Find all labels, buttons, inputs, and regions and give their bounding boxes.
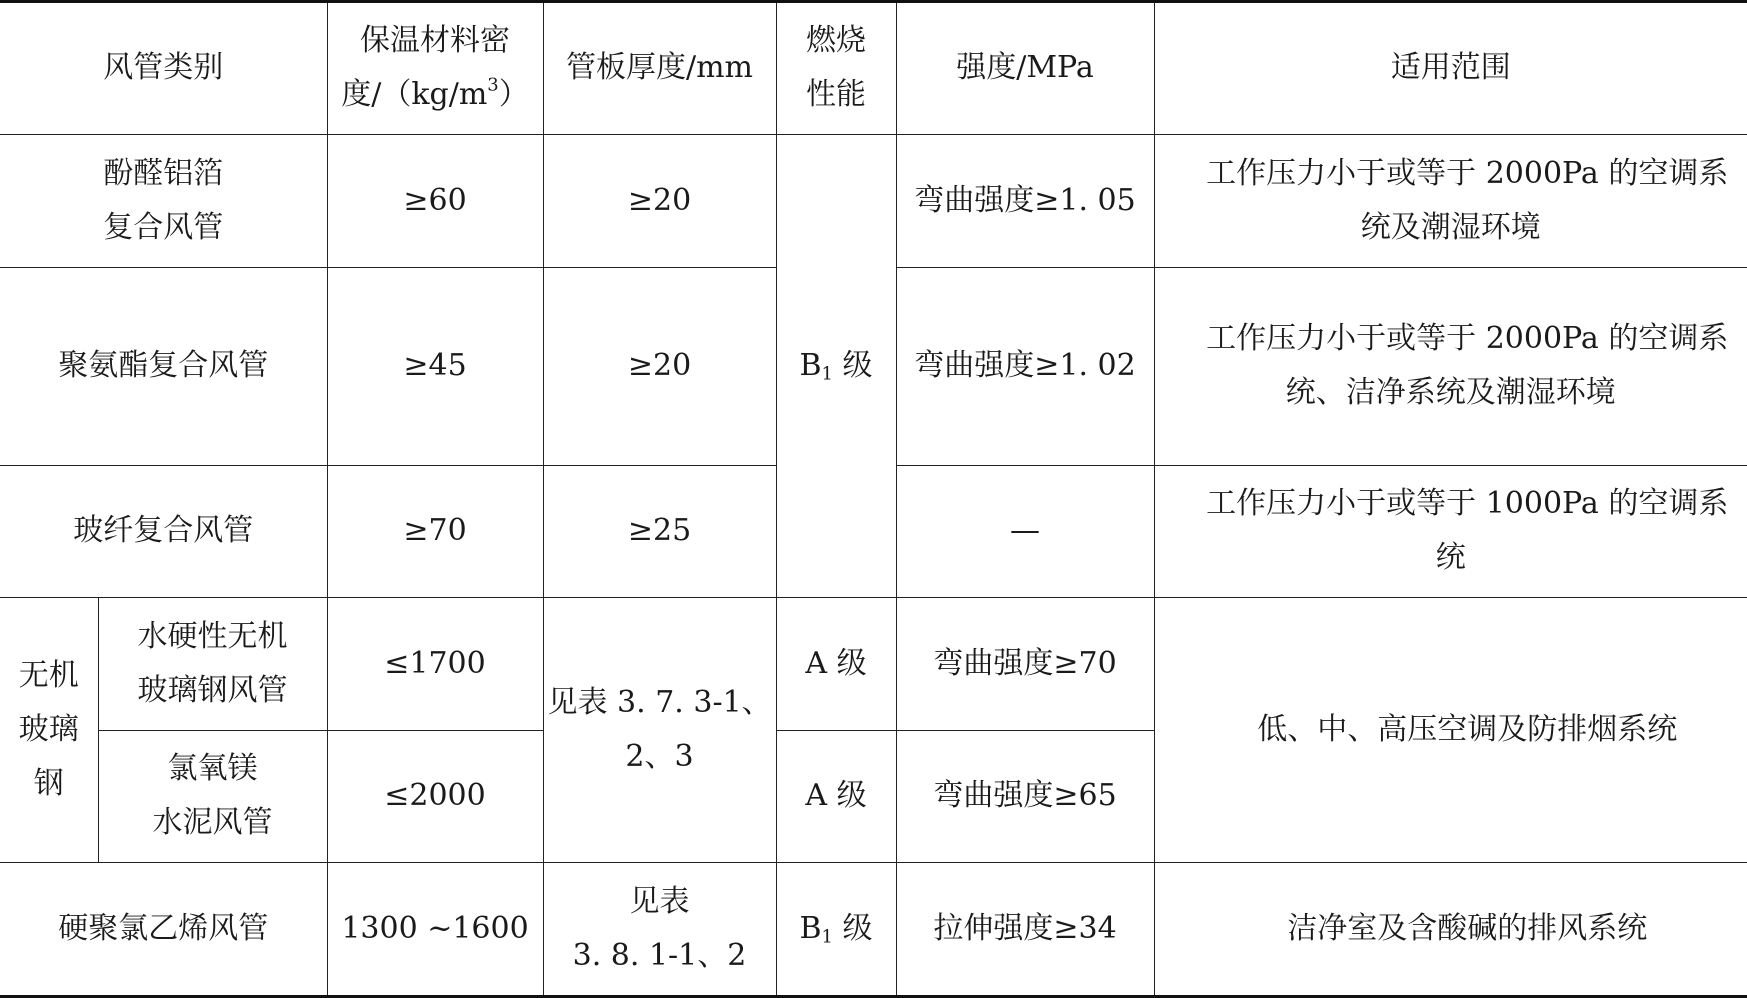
combustion-class: B xyxy=(799,347,822,383)
combustion-subscript: 1 xyxy=(821,926,833,948)
header-density-unit: 度/（kg/m xyxy=(341,77,488,113)
cell-strength: 弯曲强度≥70 xyxy=(896,597,1154,730)
thickness-line1: 见表 xyxy=(629,883,690,919)
cell-strength: 弯曲强度≥1. 02 xyxy=(896,267,1154,465)
cell-category xyxy=(98,730,327,862)
cell-density: 1300 ~1600 xyxy=(327,862,543,995)
cell-thickness: ≥20 xyxy=(543,267,776,465)
cell-thickness xyxy=(543,862,776,995)
header-density xyxy=(327,3,543,134)
header-density-close: ） xyxy=(498,77,529,113)
header-combustion-line2: 性能 xyxy=(806,77,866,113)
combustion-b1-label xyxy=(799,348,872,383)
cell-group-inorganic xyxy=(0,597,98,862)
cell-density: ≥45 xyxy=(327,267,543,465)
header-scope: 适用范围 xyxy=(1154,3,1747,134)
cell-strength: 弯曲强度≥65 xyxy=(896,730,1154,862)
scope-text: 低、中、高压空调及防排烟系统 xyxy=(1257,711,1678,747)
cell-strength: 拉伸强度≥34 xyxy=(896,862,1154,995)
cell-scope-inorganic xyxy=(1154,597,1747,862)
cell-strength: 弯曲强度≥1. 05 xyxy=(896,134,1154,267)
thickness-line1: 见表 3. 7. 3-1、 xyxy=(547,684,772,720)
header-density-line1: 保温材料密 xyxy=(360,23,510,59)
scope-text: 工作压力小于或等于 1000Pa 的空调系统 xyxy=(1206,486,1729,575)
combustion-class: B xyxy=(799,910,822,946)
cell-combustion-shared xyxy=(776,134,896,597)
cell-density: ≤2000 xyxy=(327,730,543,862)
header-combustion xyxy=(776,3,896,134)
cell-category xyxy=(98,597,327,730)
table-row xyxy=(0,862,1747,995)
cell-category: 玻纤复合风管 xyxy=(0,465,327,597)
combustion-suffix: 级 xyxy=(832,910,873,946)
cell-combustion xyxy=(776,862,896,995)
cell-scope xyxy=(1154,267,1747,465)
header-density-line2 xyxy=(332,68,539,122)
table-row xyxy=(0,134,1747,267)
combustion-b1-label xyxy=(799,911,872,946)
header-row xyxy=(0,3,1747,134)
category-line2: 玻璃钢风管 xyxy=(137,672,288,708)
duct-spec-table xyxy=(0,3,1747,995)
category-line1: 水硬性无机 xyxy=(137,618,288,654)
cell-strength: — xyxy=(896,465,1154,597)
cell-scope xyxy=(1154,465,1747,597)
group-line1: 无机 xyxy=(18,657,79,693)
category-line1: 氯氧镁 xyxy=(167,751,258,786)
cell-scope xyxy=(1154,134,1747,267)
cell-thickness-inorganic xyxy=(543,597,776,862)
header-density-exponent: 3 xyxy=(487,74,499,96)
group-line2: 玻璃钢 xyxy=(18,711,79,801)
combustion-subscript: 1 xyxy=(821,363,833,384)
combustion-suffix: 级 xyxy=(832,347,873,383)
cell-combustion: A 级 xyxy=(776,730,896,862)
cell-category: 聚氨酯复合风管 xyxy=(0,267,327,465)
scope-text: 工作压力小于或等于 2000Pa 的空调系统及潮湿环境 xyxy=(1206,155,1729,245)
scope-text: 工作压力小于或等于 2000Pa 的空调系统、洁净系统及潮湿环境 xyxy=(1206,321,1729,410)
header-category: 风管类别 xyxy=(0,3,327,134)
cell-thickness: ≥25 xyxy=(543,465,776,597)
header-thickness: 管板厚度/mm xyxy=(543,3,776,134)
cell-density: ≥70 xyxy=(327,465,543,597)
header-strength: 强度/MPa xyxy=(896,3,1154,134)
thickness-line2: 3. 8. 1-1、2 xyxy=(572,937,747,973)
cell-density: ≤1700 xyxy=(327,597,543,730)
cell-category: 硬聚氯乙烯风管 xyxy=(0,862,327,995)
header-combustion-line1: 燃烧 xyxy=(806,23,866,59)
category-line2: 复合风管 xyxy=(103,209,224,245)
cell-category xyxy=(0,134,327,267)
cell-scope xyxy=(1154,862,1747,995)
cell-density: ≥60 xyxy=(327,134,543,267)
category-line1: 酚醛铝箔 xyxy=(103,155,224,191)
thickness-line2: 2、3 xyxy=(625,738,694,774)
cell-combustion: A 级 xyxy=(776,597,896,730)
scope-text: 洁净室及含酸碱的排风系统 xyxy=(1287,910,1648,946)
table-row xyxy=(0,597,1747,730)
category-line2: 水泥风管 xyxy=(152,805,273,840)
cell-thickness: ≥20 xyxy=(543,134,776,267)
